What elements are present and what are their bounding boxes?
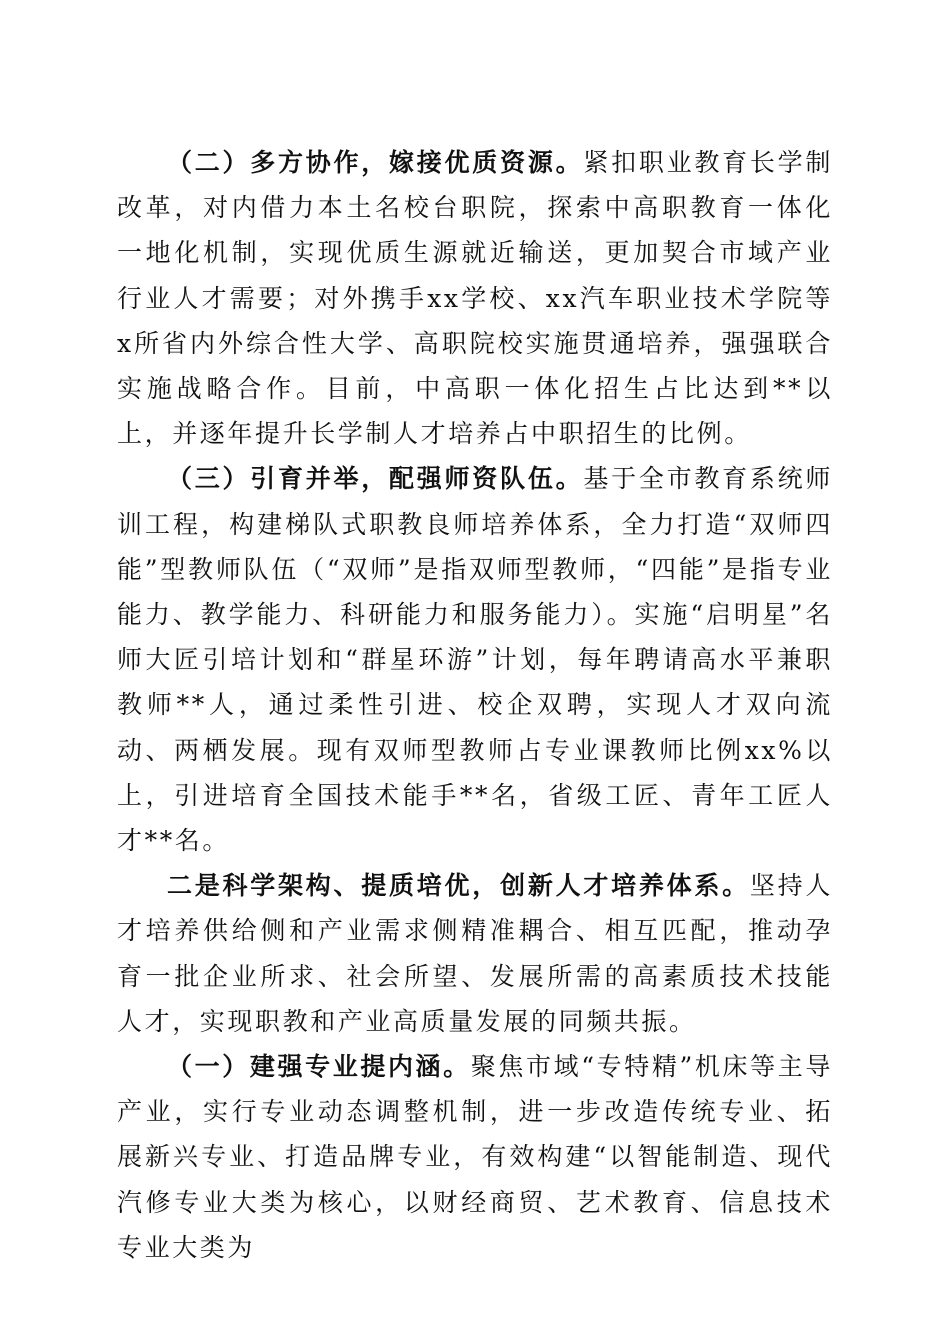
paragraph-heading: 二是科学架构、提质培优，创新人才培养体系。 xyxy=(167,871,750,901)
paragraph-text: 紧扣职业教育长学制改革，对内借力本土名校台职院，探索中高职教育一体化一地化机制，实现优质生源就近输送，更加契合市域产业行业人才需要；对外携手xx学校、xx汽车职业技术学院等x所省内外综合性大学、高职院校实施贯通培养，强强联合实施战略合作。目前，中高职一体化招生占比达到**以上，并逐年提升长学制人才培养占中职招生的比例。 xyxy=(117,148,833,449)
paragraph-heading: （二）多方协作，嫁接优质资源。 xyxy=(167,148,584,177)
paragraph-teacher-team xyxy=(117,456,833,863)
paragraph-talent-system xyxy=(117,863,833,1044)
document-body xyxy=(117,140,833,1270)
paragraph-heading: （三）引育并举，配强师资队伍。 xyxy=(167,464,584,494)
paragraph-strengthen-majors xyxy=(117,1044,833,1270)
paragraph-text: 聚焦市域“专特精”机床等主导产业，实行专业动态调整机制，进一步改造传统专业、拓展新兴专业、打造品牌专业，有效构建“以智能制造、现代汽修专业大类为核心，以财经商贸、艺术教育、信息技术专业大类为 xyxy=(117,1052,833,1262)
paragraph-text: 坚持人才培养供给侧和产业需求侧精准耦合、相互匹配，推动孕育一批企业所求、社会所望、发展所需的高素质技术技能人才，实现职教和产业高质量发展的同频共振。 xyxy=(117,871,833,1036)
paragraph-cooperation-resources xyxy=(117,140,833,456)
paragraph-text: 基于全市教育系统师训工程，构建梯队式职教良师培养体系，全力打造“双师四能”型教师队伍（“双师”是指双师型教师，“四能”是指专业能力、教学能力、科研能力和服务能力）。实施“启明星”名师大匠引培计划和“群星环游”计划，每年聘请高水平兼职教师**人，通过柔性引进、校企双聘，实现人才双向流动、两栖发展。现有双师型教师占专业课教师比例xx%以上，引进培育全国技术能手**名，省级工匠、青年工匠人才**名。 xyxy=(117,464,833,856)
paragraph-heading: （一）建强专业提内涵。 xyxy=(167,1052,471,1082)
